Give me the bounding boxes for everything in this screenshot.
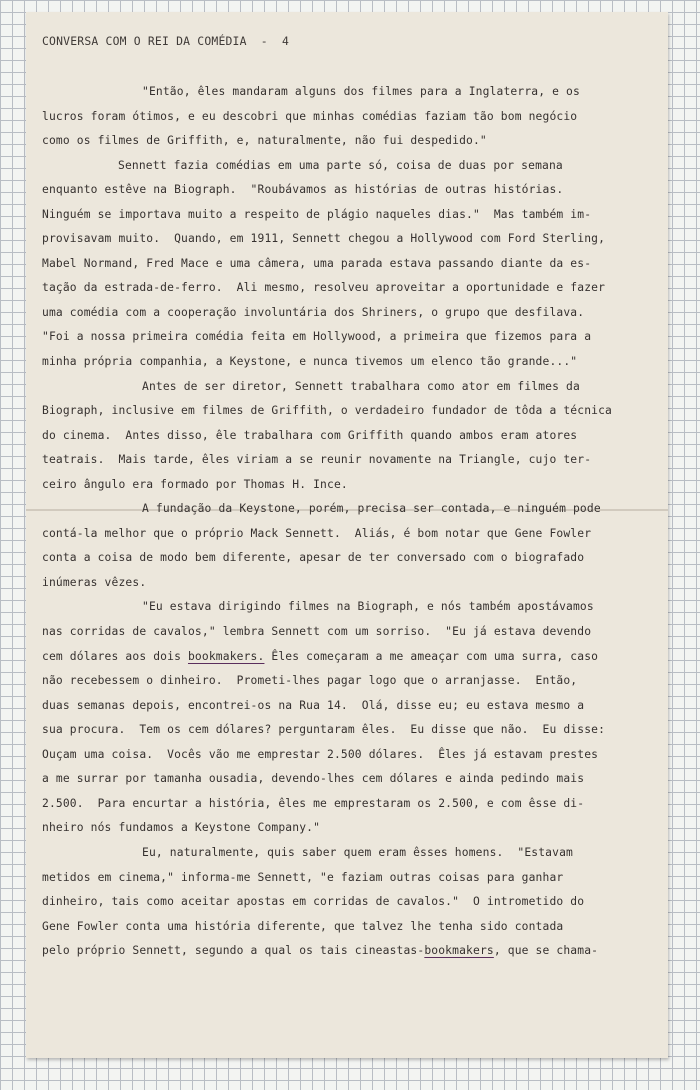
- text-fragment: Êles começaram a me ameaçar com uma surra, caso: [271, 649, 599, 663]
- text-line: "Então, êles mandaram alguns dos filmes para a Inglaterra, e os: [142, 85, 580, 98]
- text-line: provisavam muito. Quando, em 1911, Sennett chegou a Hollywood com Ford Sterling,: [42, 232, 606, 246]
- underlined-term: bookmakers.: [187, 649, 265, 663]
- text-line: tação da estrada-de-ferro. Ali mesmo, resolveu aproveitar a oportunidade e fazer: [42, 281, 606, 295]
- text-line: dinheiro, tais como aceitar apostas em corridas de cavalos." O intrometido do: [42, 895, 585, 909]
- text-line: duas semanas depois, encontrei-os na Rua 14. Olá, disse eu; eu estava mesmo a: [42, 698, 585, 712]
- text-line: não recebessem o dinheiro. Prometi-lhes pagar logo que o arranjasse. Então,: [42, 674, 578, 688]
- text-line: enquanto estêve na Biograph. "Roubávamos as histórias de outras histórias.: [42, 183, 564, 197]
- underlined-term: bookmakers: [424, 944, 494, 958]
- text-line: Gene Fowler conta uma história diferente, que talvez lhe tenha sido contada: [42, 919, 564, 933]
- text-line: 2.500. Para encurtar a história, êles me emprestaram os 2.500, e com êsse di-: [42, 796, 585, 810]
- text-line: Sennett fazia comédias em uma parte só, coisa de duas por semana: [118, 158, 563, 172]
- text-line: [42, 939, 662, 964]
- text-line: conta a coisa de modo bem diferente, apesar de ter conversado com o biografado: [42, 551, 585, 565]
- text-line: nheiro nós fundamos a Keystone Company.": [42, 821, 321, 835]
- page-header: CONVERSA COM O REI DA COMÉDIA - 4: [42, 34, 290, 48]
- text-line: A fundação da Keystone, porém, precisa ser contada, e ninguém pode: [142, 502, 601, 516]
- text-line: do cinema. Antes disso, êle trabalhara com Griffith quando ambos eram atores: [42, 428, 578, 442]
- body-text: [42, 80, 662, 964]
- text-line: "Foi a nossa primeira comédia feita em Hollywood, a primeira que fizemos para a: [42, 330, 592, 344]
- text-line: como os filmes de Griffith, e, naturalmente, não fui despedido.": [42, 134, 487, 148]
- text-line: contá-la melhor que o próprio Mack Sennett. Aliás, é bom notar que Gene Fowler: [42, 526, 592, 540]
- text-line: Mabel Normand, Fred Mace e uma câmera, uma parada estava passando diante da es-: [42, 256, 592, 270]
- text-line: ceiro ângulo era formado por Thomas H. Ince.: [42, 477, 348, 491]
- text-line: minha própria companhia, a Keystone, e nunca tivemos um elenco tão grande...": [42, 355, 578, 369]
- text-line: sua procura. Tem os cem dólares? perguntaram êles. Eu disse que não. Eu disse:: [42, 723, 606, 737]
- text-line: lucros foram ótimos, e eu descobri que minhas comédias faziam tão bom negócio: [42, 109, 578, 123]
- text-fragment: pelo próprio Sennett, segundo a qual os tais cineastas-: [42, 944, 425, 958]
- text-line: Ninguém se importava muito a respeito de plágio naqueles dias." Mas também im-: [42, 207, 592, 221]
- document-page: [26, 12, 668, 1058]
- text-line: "Eu estava dirigindo filmes na Biograph, e nós também apostávamos: [142, 600, 594, 614]
- text-fragment: , que se chama-: [493, 944, 599, 958]
- text-line: metidos em cinema," informa-me Sennett, "e faziam outras coisas para ganhar: [42, 870, 564, 884]
- text-line: teatrais. Mais tarde, êles viriam a se reunir novamente na Triangle, cujo ter-: [42, 453, 592, 467]
- text-line: Antes de ser diretor, Sennett trabalhara como ator em filmes da: [142, 379, 580, 393]
- text-line: Eu, naturalmente, quis saber quem eram êsses homens. "Estavam: [142, 845, 573, 859]
- text-fragment: cem dólares aos dois: [42, 649, 188, 663]
- text-line: uma comédia com a cooperação involuntária dos Shriners, o grupo que desfilava.: [42, 305, 585, 319]
- text-line: nas corridas de cavalos," lembra Sennett com um sorriso. "Eu já estava devendo: [42, 625, 592, 639]
- text-line: Biograph, inclusive em filmes de Griffith, o verdadeiro fundador de tôda a técnica: [42, 404, 613, 418]
- text-line: [42, 645, 662, 670]
- text-line: Ouçam uma coisa. Vocês vão me emprestar 2.500 dólares. Êles já estavam prestes: [42, 747, 599, 761]
- text-line: inúmeras vêzes.: [42, 575, 147, 589]
- text-line: a me surrar por tamanha ousadia, devendo-lhes cem dólares e ainda pedindo mais: [42, 772, 585, 786]
